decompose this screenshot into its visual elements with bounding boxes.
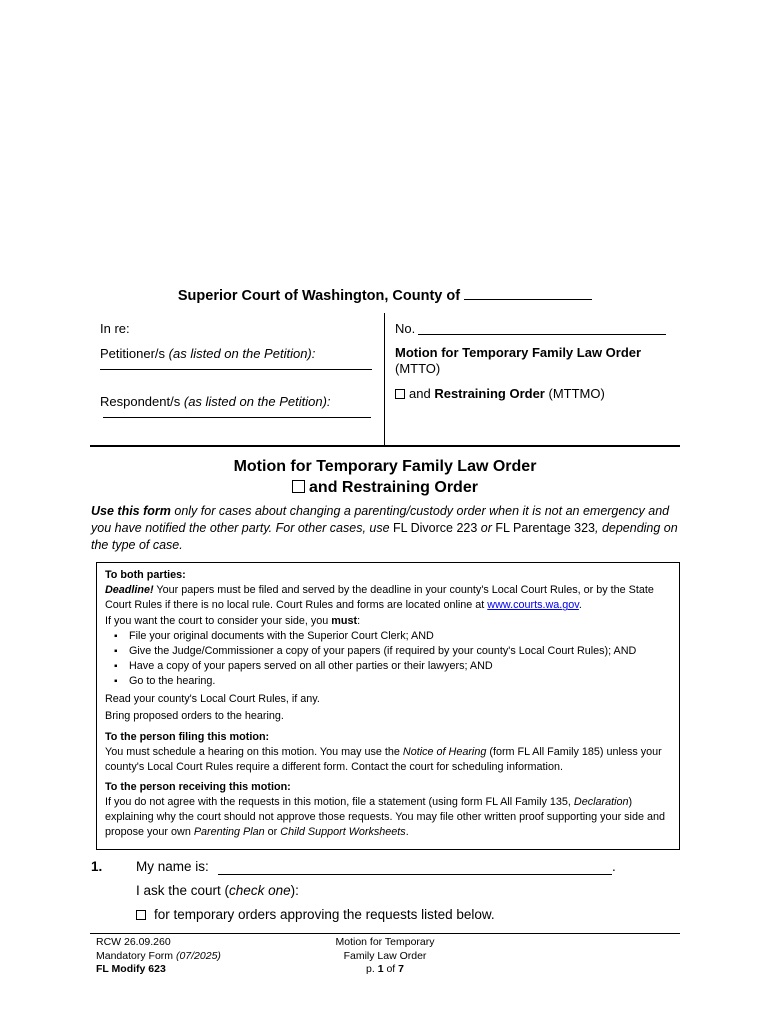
instructions-box	[96, 562, 680, 850]
case-number-line[interactable]	[418, 321, 666, 335]
receiving-end: .	[405, 826, 409, 839]
child-support-ref: Child Support Worksheets	[280, 826, 406, 839]
temporary-orders-option	[136, 907, 495, 922]
petitioner-name-line[interactable]	[100, 369, 372, 370]
name-period: .	[612, 859, 616, 874]
mandatory-text: Mandatory Form	[96, 949, 176, 962]
list-item: ▪ File your original documents with the Superior Court Clerk; AND	[129, 629, 671, 644]
name-input-line[interactable]	[218, 860, 612, 875]
caption-divider	[384, 313, 385, 445]
footer-left	[96, 936, 221, 977]
page-of: of	[383, 963, 399, 975]
both-parties-heading: To both parties:	[105, 569, 186, 581]
deadline-text: Your papers must be filed and served by the deadline in your county's Local Court Rules, or by the State Court Rules if there is no local rule. Court Rules and forms are located online at	[105, 584, 654, 612]
consider-end: :	[357, 614, 361, 627]
form-date: (07/2025)	[175, 949, 221, 962]
ask-italic: check one	[229, 883, 291, 898]
temporary-orders-checkbox[interactable]	[136, 910, 146, 920]
ref-fl-divorce: FL Divorce 223	[393, 521, 478, 535]
main-title-line2	[0, 477, 770, 498]
court-title-text: Superior Court of Washington, County of	[177, 288, 461, 304]
ask-end: ):	[290, 883, 299, 898]
petitioner-label	[100, 346, 315, 361]
page-number	[290, 963, 480, 977]
consider-must: must	[331, 614, 358, 627]
and-text: and	[409, 386, 431, 401]
page-total: 7	[398, 963, 404, 975]
main-title	[0, 456, 770, 498]
receiving-text1: If you do not agree with the requests in this motion, file a statement (using form FL All Family 135,	[105, 795, 574, 808]
filing-paragraph	[105, 745, 671, 775]
county-blank-line[interactable]	[464, 287, 592, 300]
section-1-number: 1.	[91, 859, 103, 874]
list-item: ▪ Have a copy of your papers served on all other parties or their lawyers; AND	[129, 659, 671, 674]
parenting-plan-ref: Parenting Plan	[193, 826, 265, 839]
ask-court-text	[136, 883, 299, 898]
name-label: My name is:	[136, 859, 209, 874]
petitioner-note: (as listed on the Petition):	[168, 346, 316, 361]
footer-title-line1: Motion for Temporary	[335, 936, 435, 948]
temporary-orders-label: for temporary orders approving the requests listed below.	[154, 907, 495, 922]
list-item: ▪ Give the Judge/Commissioner a copy of your papers (if required by your county's Local Court Rules); AND	[129, 644, 671, 659]
rcw-citation: RCW 26.09.260	[96, 936, 171, 948]
restraining-abbr: (MTTMO)	[548, 386, 605, 401]
deadline-paragraph	[105, 583, 671, 613]
bring-orders-text: Bring proposed orders to the hearing.	[105, 709, 284, 722]
restraining-label: Restraining Order	[434, 386, 545, 401]
case-caption	[90, 313, 680, 447]
receiving-or: or	[264, 826, 281, 839]
respondent-label	[100, 394, 331, 409]
consider-text: If you want the court to consider your side, you	[105, 614, 332, 627]
case-number-label: No.	[395, 321, 416, 336]
footer-title-line2: Family Law Order	[343, 949, 427, 962]
restraining-checkbox[interactable]	[395, 389, 405, 399]
filing-heading: To the person filing this motion:	[105, 731, 270, 744]
form-id: FL Modify 623	[96, 963, 166, 975]
page-current: 1	[377, 963, 384, 975]
main-title-line1: Motion for Temporary Family Law Order	[233, 458, 537, 475]
petitioner-label-text: Petitioner/s	[100, 346, 166, 361]
caption-doc-title: Motion for Temporary Family Law Order	[395, 345, 642, 360]
main-title-line2-text: and Restraining Order	[309, 479, 478, 496]
list-item: ▪ Go to the hearing.	[129, 674, 671, 689]
receiving-heading: To the person receiving this motion:	[105, 780, 291, 793]
deadline-end: .	[578, 599, 582, 612]
footer-center	[290, 936, 480, 977]
page-footer	[90, 933, 680, 975]
use-form-lead: Use this form	[91, 504, 171, 518]
use-form-or: or	[477, 521, 496, 535]
courts-website-link[interactable]: www.courts.wa.gov	[487, 599, 579, 612]
requirements-list	[105, 629, 671, 690]
ref-fl-parentage: FL Parentage 323	[495, 521, 595, 535]
filing-text2: (form FL All Family 185) unless your county's Local Court Rules require a different form. Contact the court for scheduling information.	[105, 746, 662, 774]
receiving-paragraph	[105, 795, 671, 841]
notice-of-hearing: Notice of Hearing	[402, 746, 487, 759]
court-title	[0, 287, 770, 304]
consider-paragraph	[105, 614, 671, 629]
read-rules-text: Read your county's Local Court Rules, if any.	[105, 692, 320, 705]
main-restraining-checkbox[interactable]	[292, 480, 305, 493]
use-form-text2: , depending on the type of case.	[91, 521, 678, 552]
mandatory-form-line	[96, 950, 221, 964]
in-re-label: In re:	[100, 321, 130, 336]
use-form-instructions	[91, 503, 681, 554]
restraining-option	[395, 386, 605, 401]
receiving-text2: ) explaining why the court should not approve those requests. You may file other written proof supporting your side and propose your own	[105, 795, 665, 839]
caption-doc-abbr: (MTTO)	[395, 361, 441, 376]
page-prefix: p.	[366, 963, 378, 975]
use-form-text1: only for cases about changing a parenting/custody order when it is not an emergency and you have notified the other party. For other cases, use	[91, 504, 670, 535]
ask-text: I ask the court (	[136, 883, 230, 898]
respondent-note: (as listed on the Petition):	[183, 394, 331, 409]
filing-text1: You must schedule a hearing on this motion. You may use the	[105, 746, 403, 759]
declaration-ref: Declaration	[573, 795, 629, 808]
respondent-name-line[interactable]	[103, 417, 371, 418]
deadline-label: Deadline!	[105, 584, 154, 597]
respondent-label-text: Respondent/s	[100, 394, 181, 409]
